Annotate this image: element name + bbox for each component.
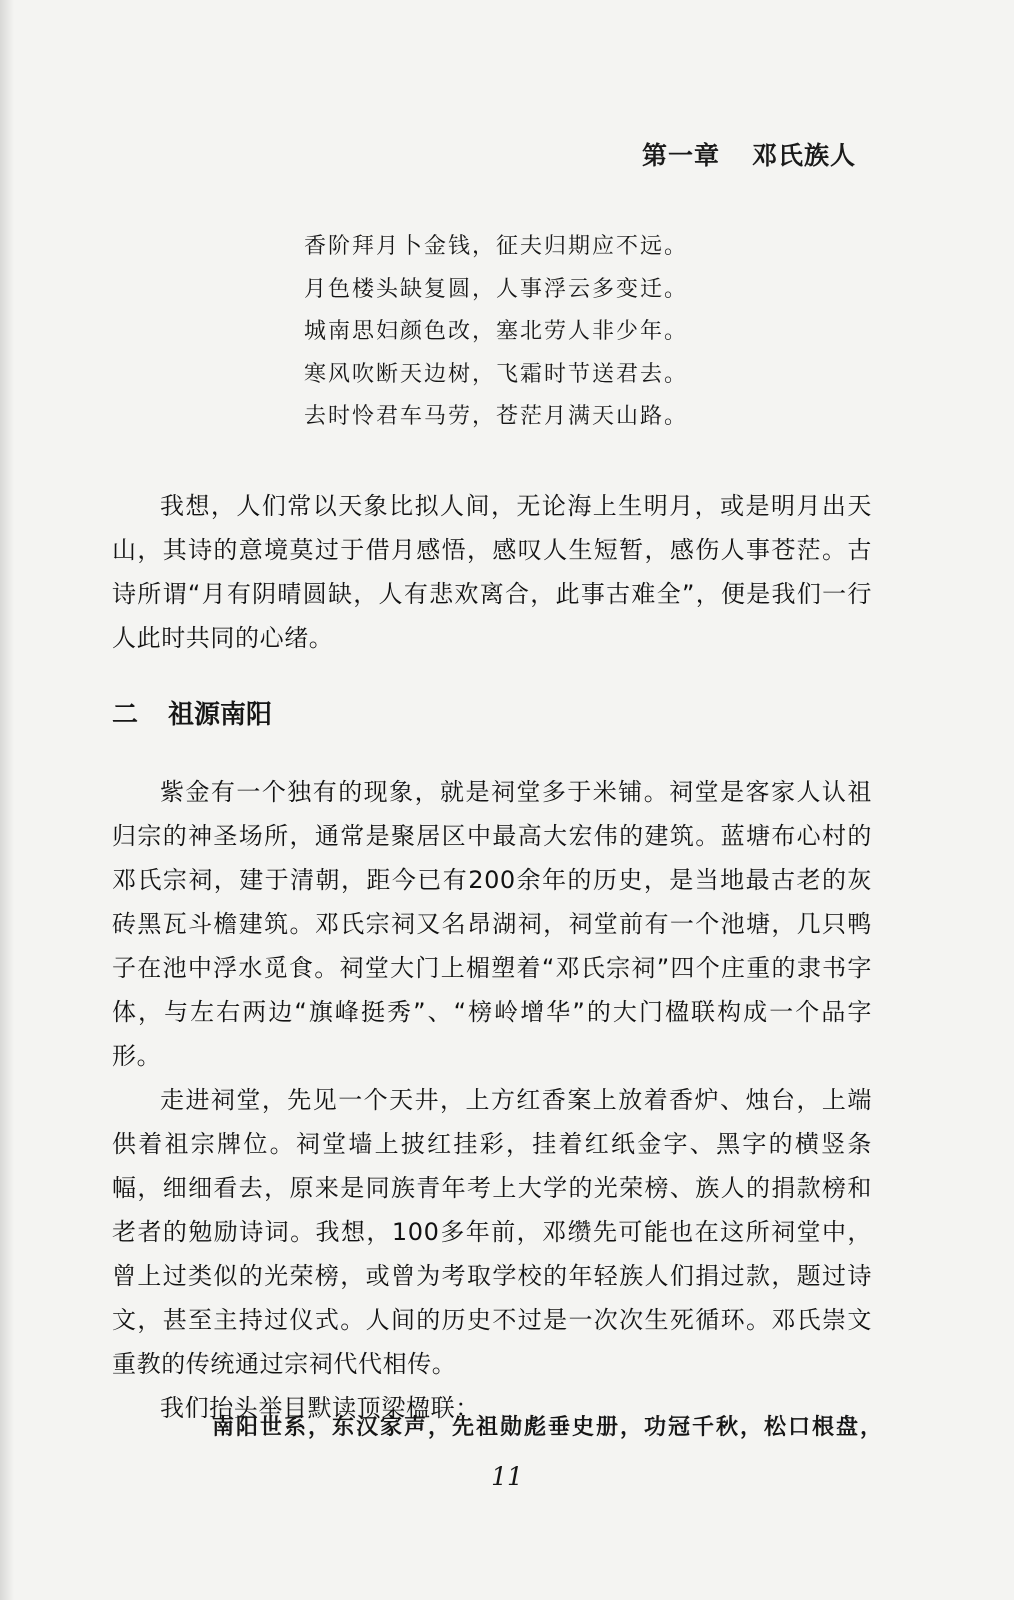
running-head bbox=[642, 136, 856, 172]
poem-line: 去时怜君车马劳，苍茫月满天山路。 bbox=[304, 404, 689, 429]
poem-line: 香阶拜月卜金钱，征夫归期应不远。 bbox=[304, 234, 689, 259]
poem-line: 寒风吹断天边树，飞霜时节送君去。 bbox=[304, 361, 689, 387]
section-heading bbox=[112, 694, 272, 731]
section-title: 祖源南阳 bbox=[168, 700, 273, 730]
poem bbox=[304, 226, 688, 439]
paragraph: 我想，人们常以天象比拟人间，无论海上生明月，或是明月出天山，其诗的意境莫过于借月感悟，感叹人生短暂，感伤人事苍茫。古诗所谓“月有阴晴圆缺，人有悲欢离合，此事古难全”，便是我们一行人此时共同的心绪。 bbox=[112, 492, 872, 652]
section-number: 二 bbox=[112, 700, 139, 730]
paragraph: 我们抬头举目默读顶梁楹联： bbox=[160, 1394, 480, 1422]
poem-line: 月色楼头缺复圆，人事浮云多变迁。 bbox=[304, 276, 689, 302]
poem-line: 城南思妇颜色改，塞北劳人非少年。 bbox=[304, 319, 689, 344]
couplet-line: 南阳世系，东汉家声，先祖勋彪垂史册，功冠千秋，松口根盘， bbox=[212, 1414, 885, 1440]
paragraph: 走进祠堂，先见一个天井，上方红香案上放着香炉、烛台，上端供着祖宗牌位。祠堂墙上披红挂彩，挂着红纸金字、黑字的横竖条幅，细细看去，原来是同族青年考上大学的光荣榜、族人的捐款榜和老者的勉励诗词。我想，100多年前，邓缵先可能也在这所祠堂中，曾上过类似的光荣榜，或曾为考取学校的年轻族人们捐过款，题过诗文，甚至主持过仪式。人间的历史不过是一次次生死循环。邓氏崇文重教的传统通过宗祠代代相传。 bbox=[112, 1086, 872, 1378]
running-head-title: 邓氏族人 bbox=[751, 141, 856, 170]
body-text-block bbox=[112, 770, 872, 1430]
running-head-chapter: 第一章 bbox=[641, 141, 720, 170]
body-text-block bbox=[112, 484, 872, 660]
page-number: 11 bbox=[491, 1462, 523, 1491]
paragraph: 紫金有一个独有的现象，就是祠堂多于米铺。祠堂是客家人认祖归宗的神圣场所，通常是聚居区中最高大宏伟的建筑。蓝塘布心村的邓氏宗祠，建于清朝，距今已有200余年的历史，是当地最古老的灰砖黑瓦斗檐建筑。邓氏宗祠又名昂湖祠，祠堂前有一个池塘，几只鸭子在池中浮水觅食。祠堂大门上楣塑着“邓氏宗祠”四个庄重的隶书字体，与左右两边“旗峰挺秀”、“榜岭增华”的大门楹联构成一个品字形。 bbox=[112, 778, 872, 1070]
page-scan-edge bbox=[0, 0, 14, 1600]
